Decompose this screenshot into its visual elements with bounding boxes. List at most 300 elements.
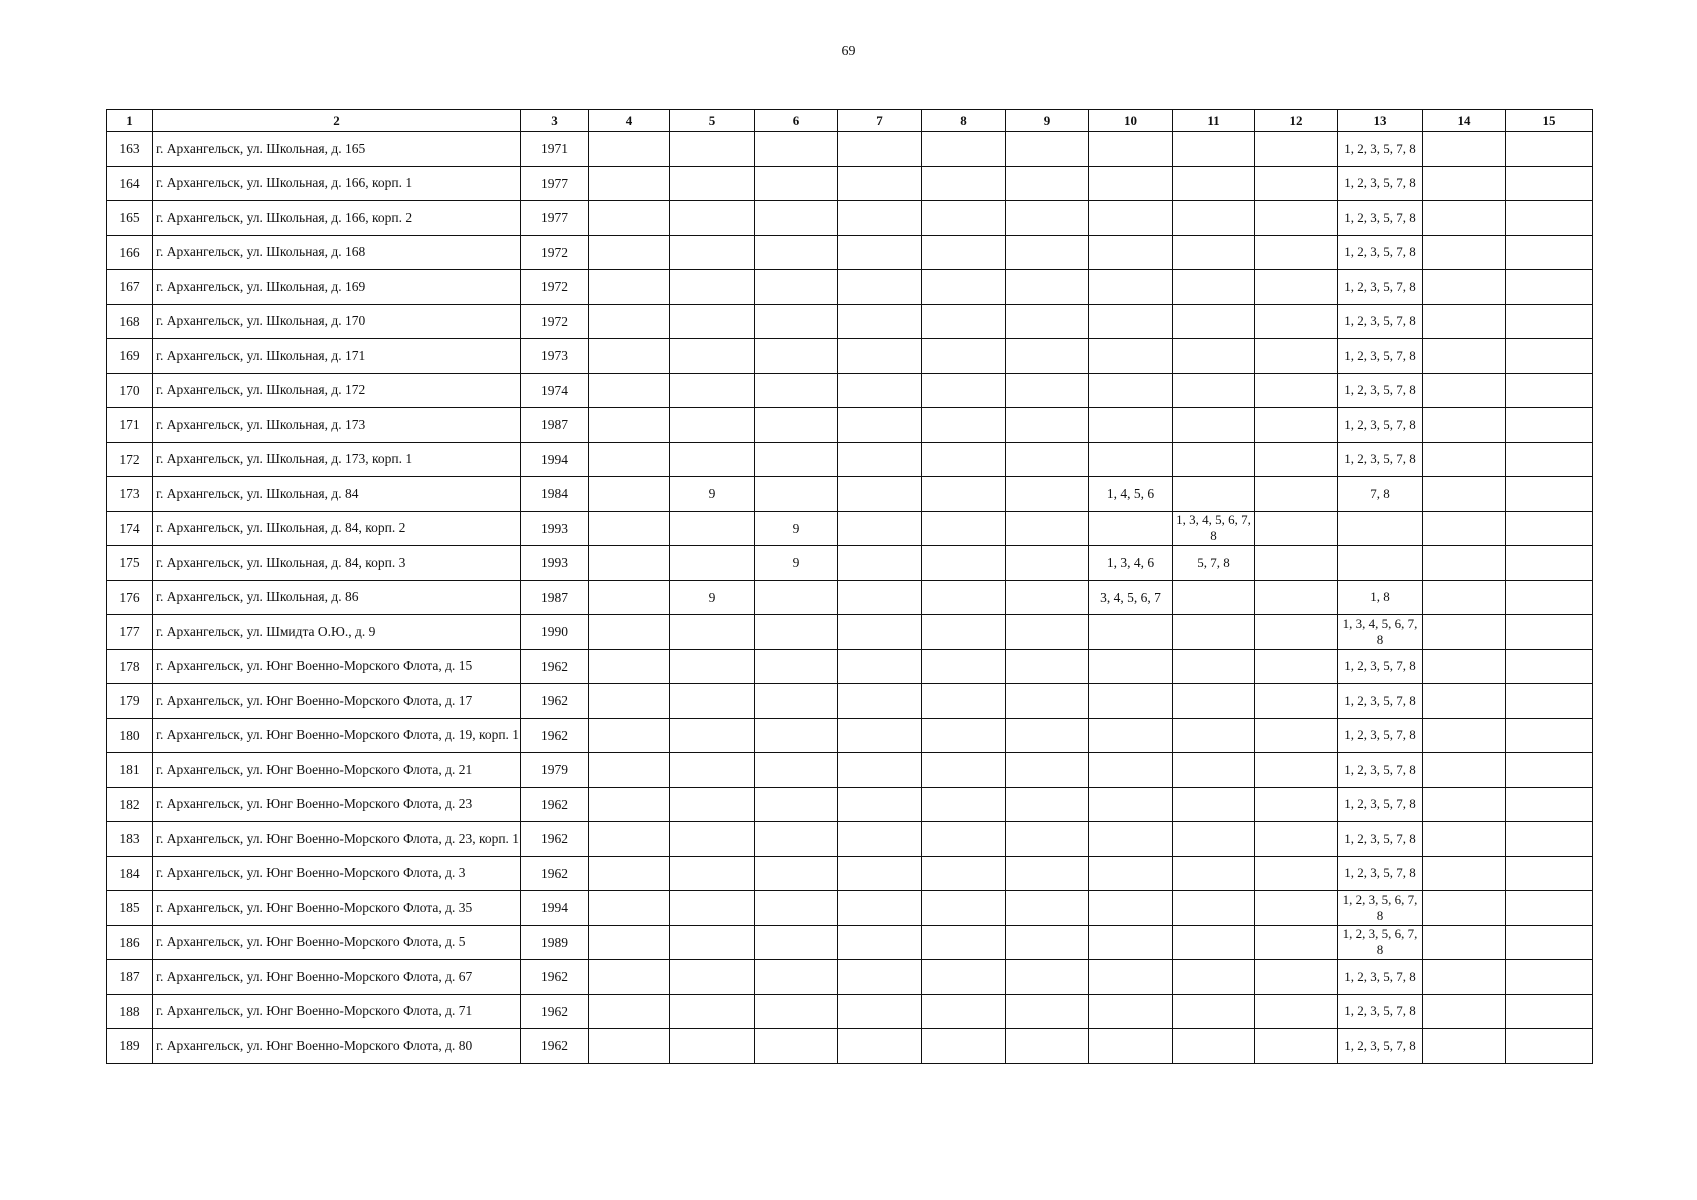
table-cell — [1173, 753, 1255, 788]
table-cell — [1506, 166, 1593, 201]
table-cell — [1006, 684, 1089, 719]
table-cell — [589, 339, 670, 374]
table-cell — [755, 235, 838, 270]
table-cell — [1173, 1029, 1255, 1064]
address-cell: г. Архангельск, ул. Школьная, д. 171 — [153, 339, 521, 374]
address-cell: г. Архангельск, ул. Школьная, д. 84 — [153, 477, 521, 512]
table-cell — [1255, 994, 1338, 1029]
table-cell — [670, 615, 755, 650]
row-number-cell: 163 — [107, 132, 153, 167]
table-cell — [589, 166, 670, 201]
table-cell — [589, 856, 670, 891]
table-cell: 1, 2, 3, 5, 7, 8 — [1338, 442, 1423, 477]
table-cell: 1, 2, 3, 5, 7, 8 — [1338, 373, 1423, 408]
table-cell — [1255, 546, 1338, 581]
column-header-10: 10 — [1089, 110, 1173, 132]
row-number-cell: 173 — [107, 477, 153, 512]
table-row — [107, 1029, 1593, 1064]
table-row — [107, 201, 1593, 236]
table-cell — [755, 442, 838, 477]
row-number-cell: 178 — [107, 649, 153, 684]
table-cell — [1506, 787, 1593, 822]
column-header-7: 7 — [838, 110, 922, 132]
table-row — [107, 718, 1593, 753]
table-cell: 3, 4, 5, 6, 7 — [1089, 580, 1173, 615]
year-cell: 1972 — [521, 270, 589, 305]
table-cell: 1, 2, 3, 5, 7, 8 — [1338, 753, 1423, 788]
table-cell: 5, 7, 8 — [1173, 546, 1255, 581]
table-cell — [1089, 718, 1173, 753]
table-cell — [1255, 822, 1338, 857]
address-cell: г. Архангельск, ул. Школьная, д. 166, корп. 2 — [153, 201, 521, 236]
table-cell — [922, 546, 1006, 581]
table-cell — [1173, 132, 1255, 167]
column-header-3: 3 — [521, 110, 589, 132]
column-header-6: 6 — [755, 110, 838, 132]
table-cell — [1506, 511, 1593, 546]
address-cell: г. Архангельск, ул. Школьная, д. 173, корп. 1 — [153, 442, 521, 477]
table-cell — [1255, 615, 1338, 650]
table-cell — [1006, 960, 1089, 995]
row-number-cell: 175 — [107, 546, 153, 581]
table-cell — [1423, 408, 1506, 443]
table-row — [107, 373, 1593, 408]
year-cell: 1989 — [521, 925, 589, 960]
table-row — [107, 339, 1593, 374]
year-cell: 1962 — [521, 994, 589, 1029]
table-cell — [755, 270, 838, 305]
table-cell — [1506, 994, 1593, 1029]
table-cell: 1, 2, 3, 5, 7, 8 — [1338, 339, 1423, 374]
table-cell — [1006, 339, 1089, 374]
table-cell — [1173, 201, 1255, 236]
table-cell: 1, 2, 3, 5, 7, 8 — [1338, 684, 1423, 719]
table-cell — [1506, 442, 1593, 477]
table-cell — [589, 270, 670, 305]
table-cell: 1, 2, 3, 5, 7, 8 — [1338, 787, 1423, 822]
address-cell: г. Архангельск, ул. Школьная, д. 169 — [153, 270, 521, 305]
table-cell: 9 — [670, 477, 755, 512]
year-cell: 1962 — [521, 787, 589, 822]
year-cell: 1972 — [521, 235, 589, 270]
table-cell — [1006, 132, 1089, 167]
column-header-11: 11 — [1173, 110, 1255, 132]
table-row — [107, 822, 1593, 857]
table-cell — [922, 615, 1006, 650]
table-cell — [589, 442, 670, 477]
table-cell — [1006, 718, 1089, 753]
table-cell — [1089, 753, 1173, 788]
row-number-cell: 167 — [107, 270, 153, 305]
table-cell — [670, 684, 755, 719]
table-cell — [589, 1029, 670, 1064]
row-number-cell: 183 — [107, 822, 153, 857]
row-number-cell: 184 — [107, 856, 153, 891]
table-cell — [922, 477, 1006, 512]
table-cell — [755, 477, 838, 512]
table-cell — [755, 339, 838, 374]
table-cell: 1, 2, 3, 5, 6, 7, 8 — [1338, 925, 1423, 960]
table-cell — [670, 1029, 755, 1064]
table-cell — [1255, 166, 1338, 201]
year-cell: 1962 — [521, 718, 589, 753]
table-cell — [755, 373, 838, 408]
table-cell — [670, 546, 755, 581]
row-number-cell: 176 — [107, 580, 153, 615]
table-cell — [1506, 684, 1593, 719]
table-cell — [922, 787, 1006, 822]
table-cell — [1423, 235, 1506, 270]
table-cell — [589, 546, 670, 581]
table-cell — [922, 753, 1006, 788]
table-cell — [1423, 166, 1506, 201]
table-cell — [1423, 132, 1506, 167]
row-number-cell: 165 — [107, 201, 153, 236]
table-row — [107, 477, 1593, 512]
row-number-cell: 182 — [107, 787, 153, 822]
row-number-cell: 174 — [107, 511, 153, 546]
table-cell — [755, 201, 838, 236]
row-number-cell: 168 — [107, 304, 153, 339]
table-cell: 9 — [755, 546, 838, 581]
table-cell — [670, 891, 755, 926]
year-cell: 1962 — [521, 822, 589, 857]
table-cell — [1506, 753, 1593, 788]
year-cell: 1990 — [521, 615, 589, 650]
table-cell — [1173, 960, 1255, 995]
table-cell — [922, 925, 1006, 960]
table-cell — [1089, 615, 1173, 650]
table-cell — [1089, 960, 1173, 995]
table-cell — [1006, 304, 1089, 339]
address-cell: г. Архангельск, ул. Юнг Военно-Морского Флота, д. 23 — [153, 787, 521, 822]
table-cell — [1255, 511, 1338, 546]
row-number-cell: 189 — [107, 1029, 153, 1064]
row-number-cell: 172 — [107, 442, 153, 477]
table-cell — [1506, 201, 1593, 236]
table-cell — [1173, 339, 1255, 374]
table-cell — [589, 822, 670, 857]
table-row — [107, 925, 1593, 960]
table-cell — [838, 960, 922, 995]
year-cell: 1962 — [521, 856, 589, 891]
column-header-12: 12 — [1255, 110, 1338, 132]
table-cell — [670, 511, 755, 546]
table-cell — [1423, 649, 1506, 684]
address-cell: г. Архангельск, ул. Школьная, д. 84, корп. 2 — [153, 511, 521, 546]
row-number-cell: 185 — [107, 891, 153, 926]
table-cell — [1506, 477, 1593, 512]
address-cell: г. Архангельск, ул. Юнг Военно-Морского Флота, д. 19, корп. 1 — [153, 718, 521, 753]
table-cell — [1255, 132, 1338, 167]
table-cell — [1506, 235, 1593, 270]
table-cell — [1506, 1029, 1593, 1064]
table-cell: 1, 4, 5, 6 — [1089, 477, 1173, 512]
table-cell — [589, 373, 670, 408]
table-cell — [670, 787, 755, 822]
table-cell — [1006, 166, 1089, 201]
table-cell — [1089, 201, 1173, 236]
table-cell — [838, 373, 922, 408]
table-cell — [1255, 235, 1338, 270]
row-number-cell: 188 — [107, 994, 153, 1029]
table-row — [107, 235, 1593, 270]
table-cell — [922, 580, 1006, 615]
table-cell: 1, 2, 3, 5, 7, 8 — [1338, 994, 1423, 1029]
table-body — [107, 132, 1593, 1064]
table-cell — [589, 787, 670, 822]
table-cell — [1423, 580, 1506, 615]
table-cell — [922, 718, 1006, 753]
table-cell — [1255, 408, 1338, 443]
table-cell — [755, 718, 838, 753]
table-cell — [1006, 1029, 1089, 1064]
table-cell — [1173, 891, 1255, 926]
year-cell: 1987 — [521, 580, 589, 615]
table-cell — [1173, 822, 1255, 857]
table-cell — [838, 684, 922, 719]
table-cell — [838, 546, 922, 581]
table-cell — [838, 442, 922, 477]
table-cell — [670, 339, 755, 374]
table-cell: 1, 2, 3, 5, 7, 8 — [1338, 235, 1423, 270]
address-cell: г. Архангельск, ул. Школьная, д. 173 — [153, 408, 521, 443]
table-cell — [838, 511, 922, 546]
table-cell — [1423, 511, 1506, 546]
table-cell — [838, 270, 922, 305]
table-cell — [670, 373, 755, 408]
table-cell — [1255, 304, 1338, 339]
table-cell: 1, 3, 4, 5, 6, 7, 8 — [1338, 615, 1423, 650]
table-cell — [589, 753, 670, 788]
table-cell — [1089, 373, 1173, 408]
address-cell: г. Архангельск, ул. Юнг Военно-Морского Флота, д. 5 — [153, 925, 521, 960]
table-cell — [1173, 442, 1255, 477]
table-cell — [670, 822, 755, 857]
table-cell — [670, 649, 755, 684]
table-cell — [1255, 718, 1338, 753]
table-cell — [922, 442, 1006, 477]
table-cell — [1006, 787, 1089, 822]
address-cell: г. Архангельск, ул. Школьная, д. 165 — [153, 132, 521, 167]
column-header-1: 1 — [107, 110, 153, 132]
table-cell — [1006, 649, 1089, 684]
table-cell — [670, 201, 755, 236]
address-cell: г. Архангельск, ул. Юнг Военно-Морского Флота, д. 23, корп. 1 — [153, 822, 521, 857]
table-cell: 9 — [670, 580, 755, 615]
table-cell — [1423, 891, 1506, 926]
table-cell — [1089, 304, 1173, 339]
table-cell — [1423, 718, 1506, 753]
table-cell — [1173, 718, 1255, 753]
table-row — [107, 891, 1593, 926]
table-row — [107, 994, 1593, 1029]
table-cell — [755, 304, 838, 339]
table-cell — [1006, 615, 1089, 650]
table-cell — [755, 787, 838, 822]
table-cell — [1506, 408, 1593, 443]
year-cell: 1973 — [521, 339, 589, 374]
year-cell: 1994 — [521, 442, 589, 477]
table-cell — [1255, 684, 1338, 719]
table-cell — [589, 649, 670, 684]
year-cell: 1962 — [521, 960, 589, 995]
address-cell: г. Архангельск, ул. Юнг Военно-Морского Флота, д. 80 — [153, 1029, 521, 1064]
table-cell — [1255, 753, 1338, 788]
table-cell — [755, 753, 838, 788]
table-cell — [1089, 511, 1173, 546]
table-cell — [1006, 270, 1089, 305]
table-cell — [589, 615, 670, 650]
table-row — [107, 442, 1593, 477]
table-cell — [838, 408, 922, 443]
year-cell: 1993 — [521, 546, 589, 581]
table-cell — [1173, 994, 1255, 1029]
table-cell — [1423, 856, 1506, 891]
table-cell — [1423, 339, 1506, 374]
year-cell: 1962 — [521, 684, 589, 719]
table-cell — [838, 787, 922, 822]
address-cell: г. Архангельск, ул. Школьная, д. 168 — [153, 235, 521, 270]
address-cell: г. Архангельск, ул. Школьная, д. 170 — [153, 304, 521, 339]
year-cell: 1972 — [521, 304, 589, 339]
table-cell — [755, 856, 838, 891]
address-cell: г. Архангельск, ул. Школьная, д. 172 — [153, 373, 521, 408]
table-cell — [755, 925, 838, 960]
table-cell — [1423, 684, 1506, 719]
table-cell — [1006, 580, 1089, 615]
table-cell — [589, 235, 670, 270]
row-number-cell: 186 — [107, 925, 153, 960]
table-cell — [922, 201, 1006, 236]
table-cell — [1089, 856, 1173, 891]
year-cell: 1962 — [521, 1029, 589, 1064]
table-cell — [838, 649, 922, 684]
row-number-cell: 169 — [107, 339, 153, 374]
year-cell: 1994 — [521, 891, 589, 926]
address-cell: г. Архангельск, ул. Шмидта О.Ю., д. 9 — [153, 615, 521, 650]
table-cell — [589, 132, 670, 167]
table-cell: 1, 8 — [1338, 580, 1423, 615]
table-cell — [1506, 580, 1593, 615]
column-header-5: 5 — [670, 110, 755, 132]
table-cell — [1089, 787, 1173, 822]
column-header-13: 13 — [1338, 110, 1423, 132]
table-cell — [1173, 408, 1255, 443]
table-cell — [1506, 546, 1593, 581]
table-cell — [1423, 994, 1506, 1029]
table-cell — [922, 891, 1006, 926]
table-cell — [1255, 373, 1338, 408]
table-cell — [755, 891, 838, 926]
table-cell — [670, 718, 755, 753]
table-cell — [589, 994, 670, 1029]
table-header-row — [107, 110, 1593, 132]
table-cell — [922, 960, 1006, 995]
table-cell — [670, 235, 755, 270]
table-cell — [1423, 822, 1506, 857]
row-number-cell: 180 — [107, 718, 153, 753]
table-cell — [1173, 304, 1255, 339]
table-cell: 1, 2, 3, 5, 7, 8 — [1338, 960, 1423, 995]
table-cell — [838, 580, 922, 615]
table-cell — [838, 201, 922, 236]
table-cell — [1006, 408, 1089, 443]
table-cell — [670, 925, 755, 960]
table-cell — [755, 166, 838, 201]
table-cell — [1089, 442, 1173, 477]
table-cell — [589, 304, 670, 339]
table-cell — [1255, 270, 1338, 305]
table-cell — [755, 649, 838, 684]
table-cell — [1173, 787, 1255, 822]
table-cell — [589, 960, 670, 995]
table-cell: 1, 2, 3, 5, 6, 7, 8 — [1338, 891, 1423, 926]
table-cell — [755, 994, 838, 1029]
table-cell — [589, 477, 670, 512]
table-cell — [670, 408, 755, 443]
table-cell — [755, 1029, 838, 1064]
year-cell: 1984 — [521, 477, 589, 512]
table-cell — [922, 511, 1006, 546]
table-cell — [1006, 856, 1089, 891]
table-cell — [838, 477, 922, 512]
table-row — [107, 511, 1593, 546]
table-cell — [1255, 477, 1338, 512]
table-cell — [1423, 925, 1506, 960]
table-cell — [670, 442, 755, 477]
table-cell — [1506, 856, 1593, 891]
table-cell — [1255, 339, 1338, 374]
table-cell — [1173, 649, 1255, 684]
page-number: 69 — [841, 44, 856, 59]
table-cell — [1006, 994, 1089, 1029]
table-cell — [838, 925, 922, 960]
table-cell — [838, 891, 922, 926]
column-header-4: 4 — [589, 110, 670, 132]
table-cell — [1006, 546, 1089, 581]
table-cell: 1, 2, 3, 5, 7, 8 — [1338, 856, 1423, 891]
table-row — [107, 408, 1593, 443]
table-cell — [1506, 960, 1593, 995]
table-cell — [589, 580, 670, 615]
table-cell — [922, 408, 1006, 443]
table-cell — [1089, 925, 1173, 960]
address-cell: г. Архангельск, ул. Юнг Военно-Морского Флота, д. 71 — [153, 994, 521, 1029]
table-cell — [1423, 753, 1506, 788]
year-cell: 1977 — [521, 201, 589, 236]
table-cell — [838, 718, 922, 753]
table-cell — [1255, 960, 1338, 995]
table-cell — [1006, 442, 1089, 477]
table-cell — [670, 960, 755, 995]
table-cell — [1506, 649, 1593, 684]
table-cell — [589, 925, 670, 960]
row-number-cell: 181 — [107, 753, 153, 788]
table-cell — [589, 511, 670, 546]
table-cell — [838, 753, 922, 788]
table-cell — [922, 132, 1006, 167]
table-cell — [1089, 1029, 1173, 1064]
table-cell — [1506, 615, 1593, 650]
table-cell — [922, 684, 1006, 719]
table-cell — [589, 201, 670, 236]
table-cell — [1173, 684, 1255, 719]
table-cell — [1255, 856, 1338, 891]
table-cell: 7, 8 — [1338, 477, 1423, 512]
table-cell: 1, 2, 3, 5, 7, 8 — [1338, 132, 1423, 167]
table-cell — [1338, 511, 1423, 546]
